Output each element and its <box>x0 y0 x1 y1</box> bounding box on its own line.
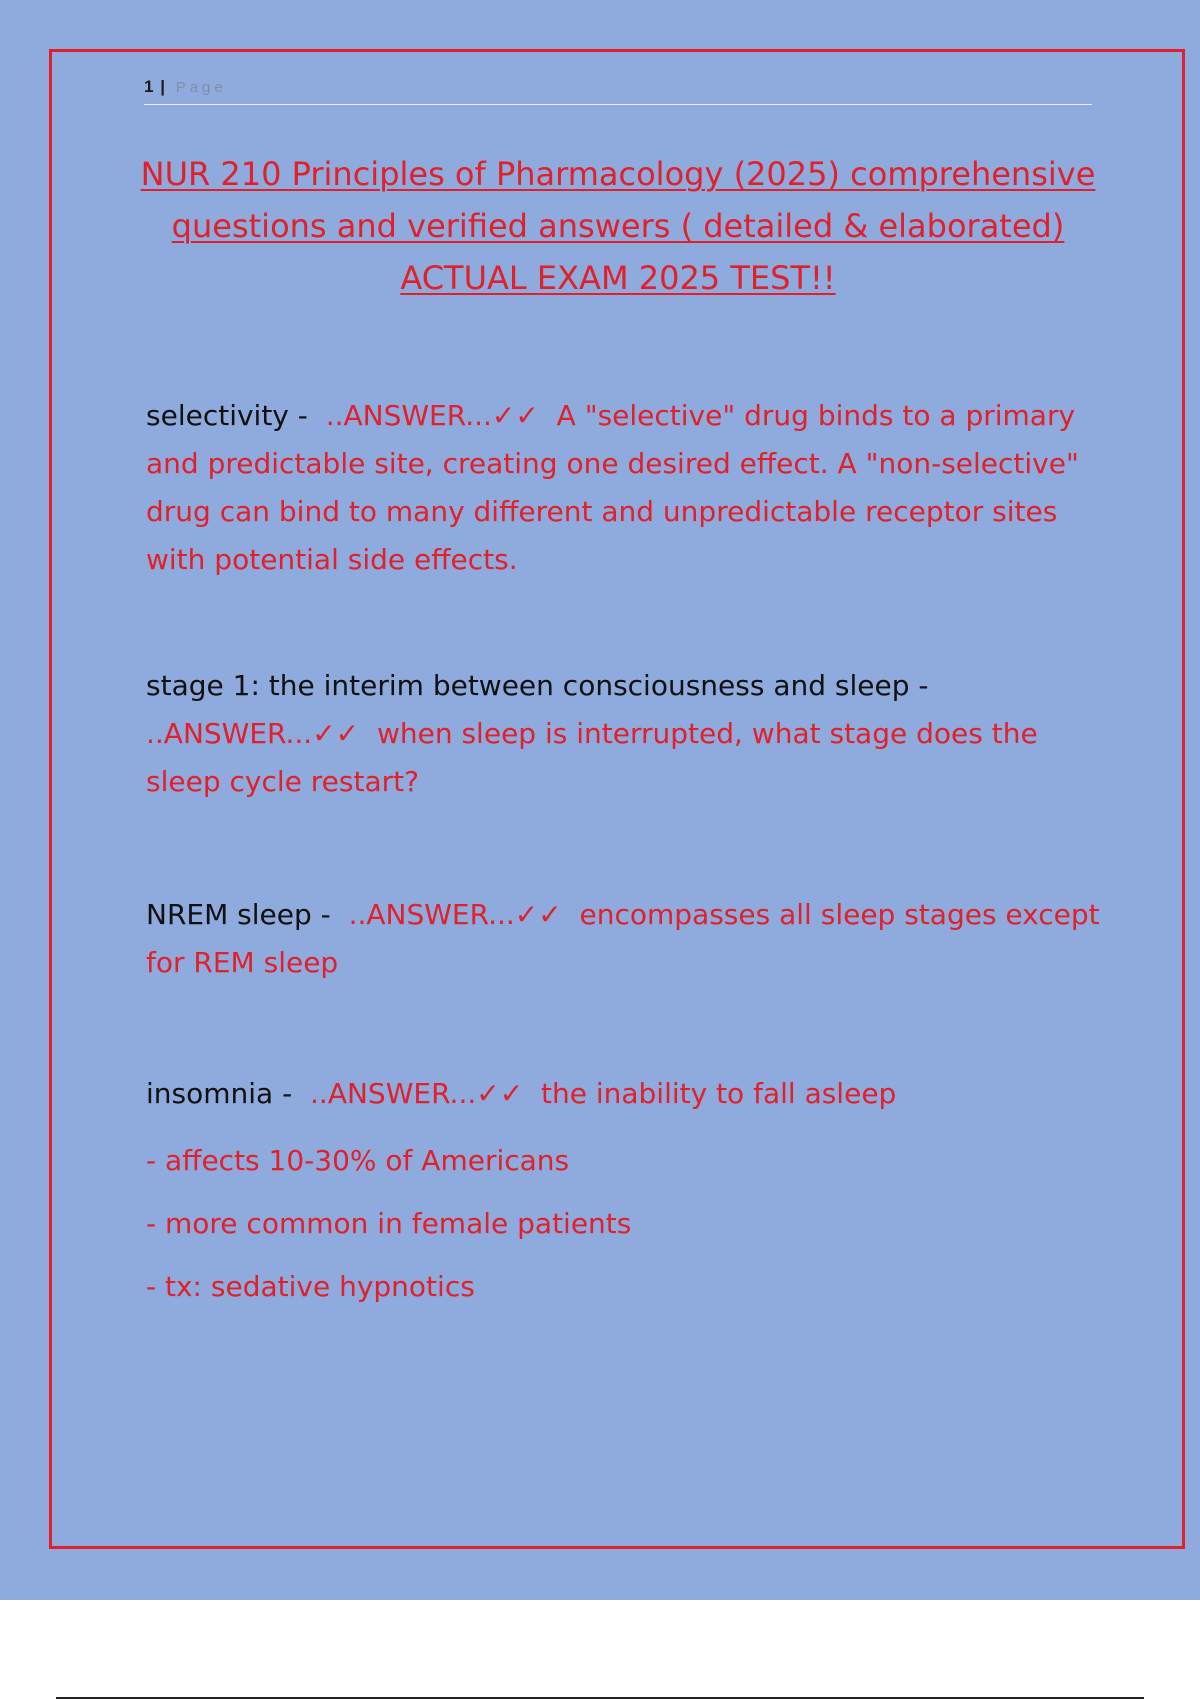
bullet-item: - affects 10-30% of Americans <box>146 1144 570 1177</box>
page-separator: | <box>160 77 166 96</box>
qa-item-selectivity <box>146 392 1106 584</box>
qa-answer: A "selective" drug binds to a primary and predictable site, creating one desired effect. A "non-selective" drug can bind to many different and unpredictable receptor sites with potential side effects. <box>146 399 1079 576</box>
qa-item-nrem-sleep <box>146 891 1106 987</box>
page-number: 1 <box>144 77 155 96</box>
insomnia-bullet-list <box>146 1129 1046 1318</box>
answer-tag: ..ANSWER...✓✓ <box>325 399 539 432</box>
qa-item-insomnia <box>146 1070 1106 1118</box>
page-label: Page <box>175 79 227 96</box>
qa-item-stage-1 <box>146 662 1106 806</box>
qa-answer: when sleep is interrupted, what stage does the sleep cycle restart? <box>146 717 1038 798</box>
document-title: NUR 210 Principles of Pharmacology (2025) comprehensive questions and verified answers ( detailed & elaborated) ACTUAL EXAM 2025 TEST!! <box>140 155 1096 297</box>
answer-tag: ..ANSWER...✓✓ <box>310 1077 524 1110</box>
qa-answer: encompasses all sleep stages except for REM sleep <box>146 898 1100 979</box>
bullet-item: - tx: sedative hypnotics <box>146 1270 475 1303</box>
page-header <box>144 76 1092 105</box>
bullet-item: - more common in female patients <box>146 1207 632 1240</box>
qa-term: stage 1: the interim between consciousness and sleep - <box>146 669 929 702</box>
qa-term: selectivity - <box>146 399 308 432</box>
qa-answer: the inability to fall asleep <box>540 1077 897 1110</box>
answer-tag: ..ANSWER...✓✓ <box>348 898 562 931</box>
qa-term: NREM sleep - <box>146 898 331 931</box>
qa-term: insomnia - <box>146 1077 293 1110</box>
bottom-divider <box>56 1697 1144 1699</box>
answer-tag: ..ANSWER...✓✓ <box>146 717 360 750</box>
